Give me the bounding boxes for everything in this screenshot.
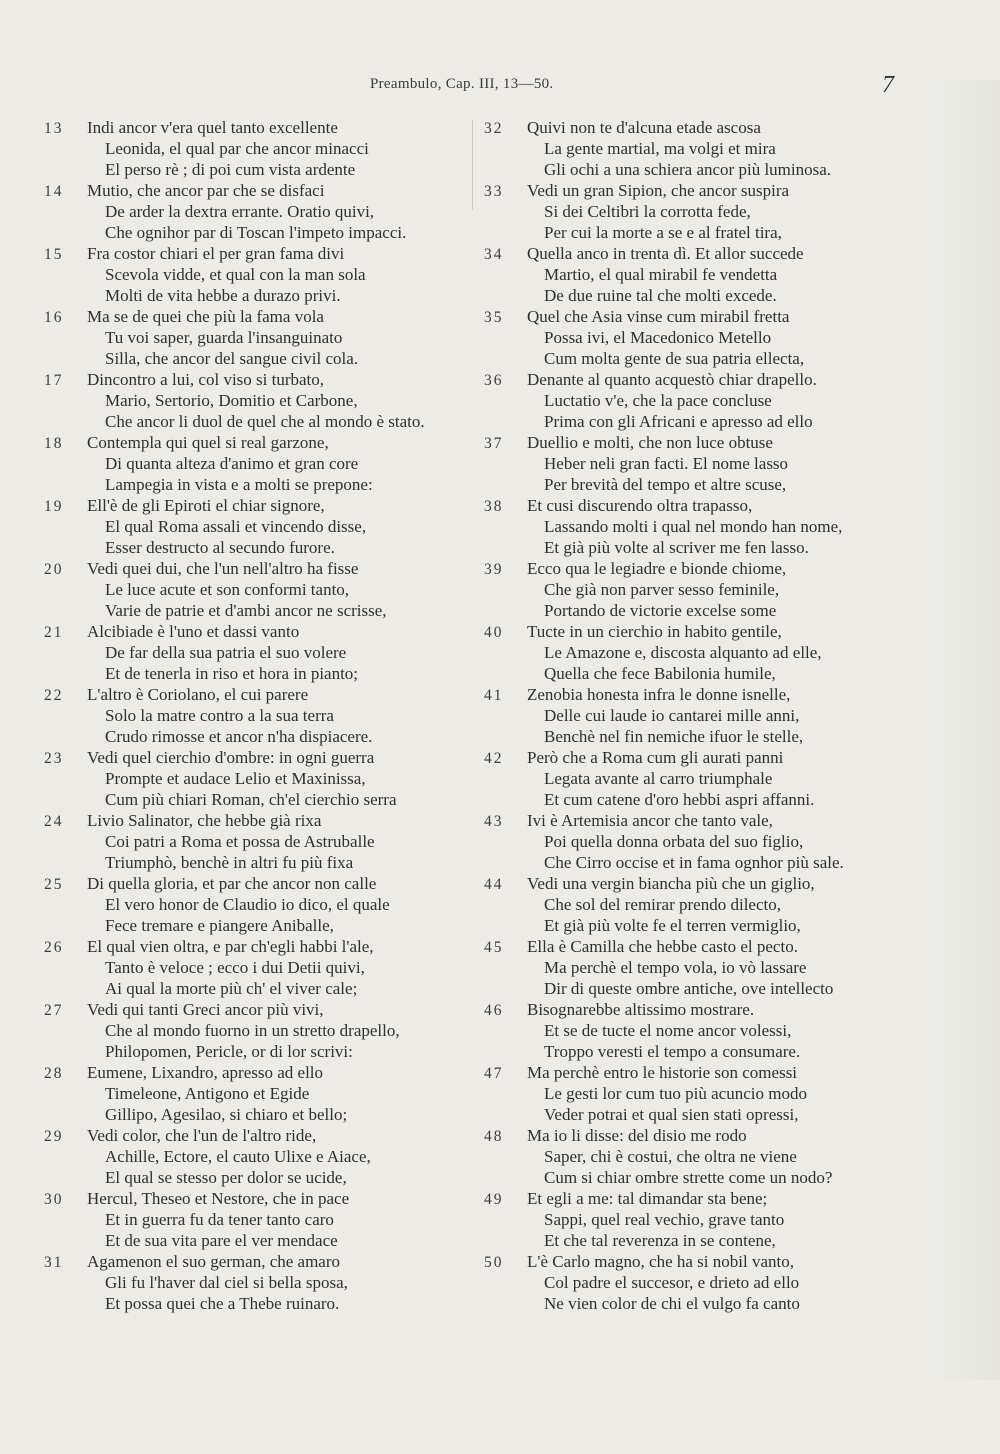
verse-line: Di quella gloria, et par che ancor non calle [87,874,377,893]
verse-line: Crudo rimosse et ancor n'ha dispiacere. [105,727,373,746]
tercet [484,432,904,495]
tercet-number: 39 [484,561,504,578]
verse-line: Varie de patrie et d'ambi ancor ne scrisse, [105,601,387,620]
verse-line: Timeleone, Antigono et Egide [105,1084,310,1103]
tercet [44,621,474,684]
tercet-number: 37 [484,435,504,452]
tercet-number: 46 [484,1002,504,1019]
tercet [44,810,474,873]
verse-line: Denante al quanto acquestò chiar drapello. [527,370,817,389]
verse-line: Et de tenerla in riso et hora in pianto; [105,664,359,683]
verse-line: Prompte et audace Lelio et Maxinissa, [105,769,366,788]
verse-line: Ma io li disse: del disio me rodo [527,1126,747,1145]
verse-line: Benchè nel fin nemiche ifuor le stelle, [544,727,804,746]
verse-line: Quella anco in trenta dì. Et allor succede [527,244,804,263]
verse-line: Veder potrai et qual sien stati opressi, [544,1105,799,1124]
tercet [44,243,474,306]
tercet-number: 28 [44,1065,64,1082]
tercet [44,747,474,810]
running-title: Preambulo, Cap. III, 13—50. [370,76,554,92]
tercet [44,369,474,432]
tercet-number: 23 [44,750,64,767]
verse-line: Ma perchè el tempo vola, io vò lassare [544,958,807,977]
tercet [44,873,474,936]
verse-line: Tucte in un cierchio in habito gentile, [527,622,782,641]
verse-line: Di quanta alteza d'animo et gran core [105,454,359,473]
tercet [484,621,904,684]
tercet [484,306,904,369]
verse-line: Delle cui laude io cantarei mille anni, [544,706,800,725]
tercet [44,432,474,495]
verse-line: Scevola vidde, et qual con la man sola [105,265,366,284]
verse-line: El qual se stesso per dolor se ucide, [105,1168,347,1187]
verse-line: Cum più chiari Roman, ch'el cierchio serra [105,790,397,809]
verse-line: Prima con gli Africani e apresso ad ello [544,412,813,431]
verse-line: De due ruine tal che molti excede. [544,286,777,305]
verse-line: Ivi è Artemisia ancor che tanto vale, [527,811,773,830]
verse-line: Et che tal reverenza in se contene, [544,1231,776,1250]
verse-line: El perso rè ; di poi cum vista ardente [105,160,356,179]
verse-line: Però che a Roma cum gli aurati panni [527,748,784,767]
tercet [44,306,474,369]
tercet-number: 38 [484,498,504,515]
tercet-number: 43 [484,813,504,830]
verse-line: Molti de vita hebbe a durazo privi. [105,286,341,305]
verse-line: Gli ochi a una schiera ancor più luminosa. [544,160,832,179]
verse-line: Troppo veresti el tempo a consumare. [544,1042,801,1061]
verse-line: Sappi, quel real vechio, grave tanto [544,1210,785,1229]
tercet-number: 27 [44,1002,64,1019]
verse-line: Quivi non te d'alcuna etade ascosa [527,118,761,137]
tercet [484,747,904,810]
tercet-number: 36 [484,372,504,389]
tercet [484,243,904,306]
verse-line: Mario, Sertorio, Domitio et Carbone, [105,391,358,410]
verse-line: Che già non parver sesso feminile, [544,580,780,599]
verse-line: Vedi quel cierchio d'ombre: in ogni guerra [87,748,375,767]
verse-line: Le gesti lor cum tuo più acuncio modo [544,1084,807,1103]
tercet-number: 45 [484,939,504,956]
verse-line: Gli fu l'haver dal ciel si bella sposa, [105,1273,348,1292]
verse-line: Tu voi saper, guarda l'insanguinato [105,328,343,347]
verse-line: Solo la matre contro a la sua terra [105,706,334,725]
tercet [44,117,474,180]
tercet-number: 42 [484,750,504,767]
tercet-number: 25 [44,876,64,893]
verse-line: Et cum catene d'oro hebbi aspri affanni. [544,790,815,809]
tercet-number: 19 [44,498,64,515]
right-column [484,117,904,1314]
verse-line: Triumphò, benchè in altri fu più fixa [105,853,354,872]
tercet [484,1251,904,1314]
tercet [44,1251,474,1314]
tercet-number: 41 [484,687,504,704]
verse-line: Agamenon el suo german, che amaro [87,1252,341,1271]
tercet [44,936,474,999]
verse-line: Leonida, el qual par che ancor minacci [105,139,369,158]
tercet-number: 24 [44,813,64,830]
verse-line: Vedi color, che l'un de l'altro ride, [87,1126,317,1145]
tercet-number: 14 [44,183,64,200]
tercet [44,180,474,243]
tercet-number: 44 [484,876,504,893]
verse-line: Che ognihor par di Toscan l'impeto impacci. [105,223,407,242]
verse-line: Lassando molti i qual nel mondo han nome, [544,517,843,536]
verse-line: Saper, chi è costui, che oltra ne viene [544,1147,797,1166]
verse-line: Si dei Celtibri la corrotta fede, [544,202,751,221]
verse-line: Quella che fece Babilonia humile, [544,664,776,683]
tercet [484,873,904,936]
verse-line: Coi patri a Roma et possa de Astruballe [105,832,375,851]
tercet [44,999,474,1062]
verse-line: Lampegia in vista e a molti se prepone: [105,475,373,494]
verse-line: El vero honor de Claudio io dico, el quale [105,895,390,914]
tercet-number: 48 [484,1128,504,1145]
verse-line: Philopomen, Pericle, or di lor scrivi: [105,1042,353,1061]
tercet-number: 34 [484,246,504,263]
tercet-number: 21 [44,624,64,641]
verse-line: Et egli a me: tal dimandar sta bene; [527,1189,768,1208]
tercet-number: 35 [484,309,504,326]
tercet-number: 49 [484,1191,504,1208]
tercet [484,369,904,432]
verse-line: Mutio, che ancor par che se disfaci [87,181,325,200]
verse-line: Martio, el qual mirabil fe vendetta [544,265,778,284]
tercet [484,117,904,180]
tercet [44,558,474,621]
verse-line: Legata avante al carro triumphale [544,769,773,788]
verse-line: Zenobia honesta infra le donne isnelle, [527,685,791,704]
verse-line: Eumene, Lixandro, apresso ad ello [87,1063,324,1082]
verse-line: Et già più volte fe el terren vermiglio, [544,916,801,935]
verse-line: Ai qual la morte più ch' el viver cale; [105,979,358,998]
page-edge-shadow [930,80,1000,1380]
verse-line: Gillipo, Agesilao, si chiaro et bello; [105,1105,348,1124]
verse-line: Bisognarebbe altissimo mostrare. [527,1000,755,1019]
verse-line: L'altro è Coriolano, el cui parere [87,685,309,704]
tercet-number: 13 [44,120,64,137]
verse-line: Heber neli gran facti. El nome lasso [544,454,789,473]
tercet [44,684,474,747]
page-number: 7 [882,72,894,98]
tercet [484,810,904,873]
tercet [44,495,474,558]
verse-line: Ella è Camilla che hebbe casto el pecto. [527,937,798,956]
verse-line: Ne vien color de chi el vulgo fa canto [544,1294,800,1313]
tercet [484,495,904,558]
verse-line: L'è Carlo magno, che ha si nobil vanto, [527,1252,794,1271]
tercet-number: 22 [44,687,64,704]
verse-line: Quel che Asia vinse cum mirabil fretta [527,307,790,326]
tercet-number: 31 [44,1254,64,1271]
verse-line: Per brevità del tempo et altre scuse, [544,475,787,494]
verse-line: Vedi una vergin biancha più che un giglio, [527,874,815,893]
verse-line: Portando de victorie excelse some [544,601,777,620]
verse-line: Le luce acute et son conformi tanto, [105,580,350,599]
tercet-number: 32 [484,120,504,137]
verse-line: Esser destructo al secundo furore. [105,538,335,557]
verse-line: Vedi quei dui, che l'un nell'altro ha fisse [87,559,359,578]
tercet [484,558,904,621]
verse-line: Dir di queste ombre antiche, ove intellecto [544,979,834,998]
verse-line: Et già più volte al scriver me fen lasso. [544,538,809,557]
tercet [484,180,904,243]
verse-line: Che al mondo fuorno in un stretto drapello, [105,1021,400,1040]
verse-line: Vedi qui tanti Greci ancor più vivi, [87,1000,324,1019]
verse-line: Indi ancor v'era quel tanto excellente [87,118,338,137]
tercet-number: 18 [44,435,64,452]
verse-line: Duellio e molti, che non luce obtuse [527,433,773,452]
verse-line: Le Amazone e, discosta alquanto ad elle, [544,643,822,662]
tercet [44,1188,474,1251]
tercet-number: 20 [44,561,64,578]
tercet-number: 33 [484,183,504,200]
tercet-number: 17 [44,372,64,389]
tercet-number: 16 [44,309,64,326]
tercet-number: 47 [484,1065,504,1082]
verse-line: De arder la dextra errante. Oratio quivi, [105,202,375,221]
verse-line: Dincontro a lui, col viso si turbato, [87,370,325,389]
tercet-number: 15 [44,246,64,263]
left-column [44,117,474,1314]
tercet [484,1062,904,1125]
verse-line: Et possa quei che a Thebe ruinaro. [105,1294,340,1313]
verse-line: Cum si chiar ombre strette come un nodo? [544,1168,833,1187]
tercet [484,936,904,999]
verse-line: Et de sua vita pare el ver mendace [105,1231,338,1250]
verse-line: Contempla qui quel si real garzone, [87,433,329,452]
tercet [484,999,904,1062]
verse-line: Fra costor chiari el per gran fama divi [87,244,345,263]
tercet-number: 30 [44,1191,64,1208]
verse-line: Che Cirro occise et in fama ognhor più sale. [544,853,844,872]
verse-line: Ma perchè entro le historie son comessi [527,1063,798,1082]
verse-line: El qual vien oltra, e par ch'egli habbi l'ale, [87,937,374,956]
verse-line: La gente martial, ma volgi et mira [544,139,776,158]
tercet-number: 50 [484,1254,504,1271]
tercet-number: 40 [484,624,504,641]
verse-line: Ell'è de gli Epiroti el chiar signore, [87,496,325,515]
tercet-number: 26 [44,939,64,956]
verse-line: Achille, Ectore, el cauto Ulixe e Aiace, [105,1147,371,1166]
tercet [484,1125,904,1188]
verse-line: Ecco qua le legiadre e bionde chiome, [527,559,787,578]
verse-line: Et se de tucte el nome ancor volessi, [544,1021,792,1040]
verse-line: Livio Salinator, che hebbe già rixa [87,811,322,830]
verse-line: Et cusi discurendo oltra trapasso, [527,496,753,515]
verse-line: Et in guerra fu da tener tanto caro [105,1210,334,1229]
verse-line: Col padre el succesor, e drieto ad ello [544,1273,800,1292]
tercet [44,1125,474,1188]
verse-line: Hercul, Theseo et Nestore, che in pace [87,1189,350,1208]
verse-line: Cum molta gente de sua patria ellecta, [544,349,805,368]
tercet-number: 29 [44,1128,64,1145]
verse-line: Che sol del remirar prendo dilecto, [544,895,781,914]
verse-line: Vedi un gran Sipion, che ancor suspira [527,181,790,200]
verse-line: Possa ivi, el Macedonico Metello [544,328,772,347]
verse-line: Luctatio v'e, che la pace concluse [544,391,772,410]
tercet [44,1062,474,1125]
verse-line: Fece tremare e piangere Aniballe, [105,916,334,935]
verse-line: Alcibiade è l'uno et dassi vanto [87,622,300,641]
verse-line: Per cui la morte a se e al fratel tira, [544,223,782,242]
tercet [484,684,904,747]
verse-line: Silla, che ancor del sangue civil cola. [105,349,359,368]
verse-line: Che ancor li duol de quel che al mondo è stato. [105,412,425,431]
verse-line: El qual Roma assali et vincendo disse, [105,517,367,536]
verse-line: De far della sua patria el suo volere [105,643,347,662]
tercet [484,1188,904,1251]
verse-line: Tanto è veloce ; ecco i dui Detii quivi, [105,958,365,977]
verse-line: Ma se de quei che più la fama vola [87,307,324,326]
verse-line: Poi quella donna orbata del suo figlio, [544,832,804,851]
